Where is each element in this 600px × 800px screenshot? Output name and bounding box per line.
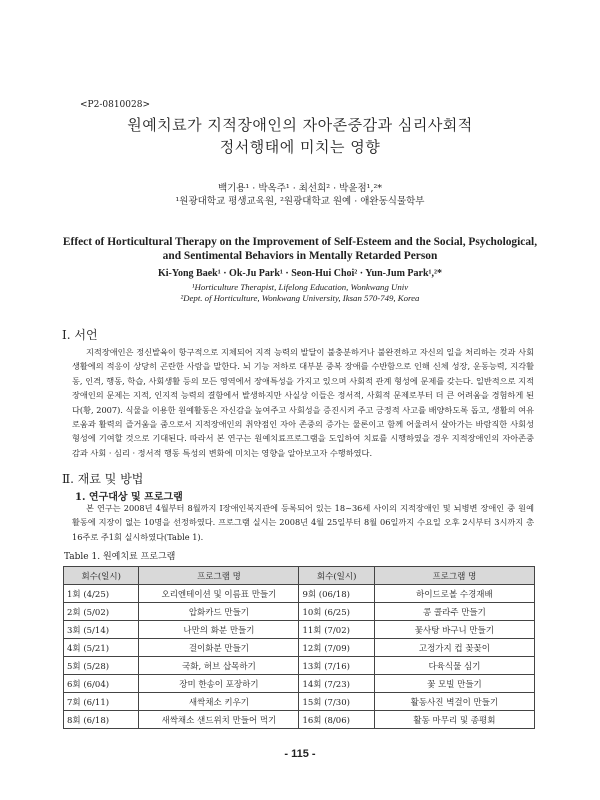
table-row [64, 585, 535, 603]
program-cell: 압화카드 만들기 [139, 603, 299, 621]
program-cell: 오리엔테이션 및 이름표 만들기 [139, 585, 299, 603]
session-cell: 3회 (5/14) [64, 621, 139, 639]
program-cell: 하이드로볼 수경재배 [374, 585, 534, 603]
table-row [64, 693, 535, 711]
session-cell: 10회 (6/25) [299, 603, 374, 621]
section-1-heading: Ⅰ. 서언 [62, 328, 98, 342]
korean-affiliations: ¹원광대학교 평생교육원, ²원광대학교 원예 · 애완동식물학부 [175, 196, 425, 207]
program-cell: 콩 콜라주 만들기 [374, 603, 534, 621]
session-cell: 12회 (7/09) [299, 639, 374, 657]
session-cell: 9회 (06/18) [299, 585, 374, 603]
session-cell: 16회 (8/06) [299, 711, 374, 729]
korean-title-line-1: 원예치료가 지적장애인의 자아존중감과 심리사회적 [127, 116, 473, 134]
table-row [64, 603, 535, 621]
table-caption: Table 1. 원예치료 프로그램 [64, 552, 176, 562]
program-cell: 나만의 화분 만들기 [139, 621, 299, 639]
program-cell: 활동사진 벽걸이 만들기 [374, 693, 534, 711]
program-cell: 새싹채소 샌드위치 만들어 먹기 [139, 711, 299, 729]
program-cell: 걸이화분 만들기 [139, 639, 299, 657]
session-cell: 13회 (7/16) [299, 657, 374, 675]
program-cell: 활동 마무리 및 종평회 [374, 711, 534, 729]
program-cell: 다육식물 심기 [374, 657, 534, 675]
table-row [64, 711, 535, 729]
program-cell: 꽃 모빌 만들기 [374, 675, 534, 693]
session-cell: 8회 (6/18) [64, 711, 139, 729]
subsection-1-paragraph: 본 연구는 2008년 4월부터 8월까지 I장애인복지관에 등록되어 있는 18~36세 사이의 지적장애인 및 뇌병변 장애인 중 원예활동에 지장이 없는 10명을 선정하였다. 프로그램 실시는 2008년 4월 25일부터 8월 06일까지 수요일 오후 2시부터 3시까지 총 16주로 주1회 실시하였다(Table 1). [72, 503, 534, 542]
table-row [64, 657, 535, 675]
session-cell: 7회 (6/11) [64, 693, 139, 711]
korean-authors: 백기용¹ · 박옥주¹ · 최선희² · 박윤점¹,²* [217, 183, 383, 194]
header-session: 회수(일시) [299, 567, 374, 585]
session-cell: 15회 (7/30) [299, 693, 374, 711]
table-row [64, 675, 535, 693]
english-title-line-2: and Sentimental Behaviors in Mentally Retarded Person [162, 250, 438, 262]
session-cell: 5회 (5/28) [64, 657, 139, 675]
program-cell: 꽃사탕 바구니 만들기 [374, 621, 534, 639]
english-title-line-1: Effect of Horticultural Therapy on the Improvement of Self-Esteem and the Social, Psychological, [62, 236, 538, 248]
session-cell: 14회 (7/23) [299, 675, 374, 693]
session-cell: 6회 (6/04) [64, 675, 139, 693]
program-cell: 국화, 허브 삽목하기 [139, 657, 299, 675]
session-cell: 11회 (7/02) [299, 621, 374, 639]
header-session: 회수(일시) [64, 567, 139, 585]
header-program: 프로그램 명 [139, 567, 299, 585]
page-number: - 115 - [284, 748, 316, 760]
table-row [64, 639, 535, 657]
english-affiliation-2: ²Dept. of Horticulture, Wonkwang University, Iksan 570-749, Korea [180, 293, 420, 303]
program-table [63, 566, 535, 729]
paper-code: <P2-0810028> [80, 100, 150, 110]
program-cell: 고정가지 컵 꽂꽂이 [374, 639, 534, 657]
section-1-paragraph: 지적장애인은 정신발육이 항구적으로 지체되어 지적 능력의 발달이 불충분하거나 불완전하고 자신의 일을 처리하는 것과 사회생활에의 적응이 상당히 곤란한 사람을 말한다. 뇌 기능 저하로 대부분 중복 장애를 수반함으로 인해 신체 성장, 운동능력, 지각활동, 인격, 행동, 학습, 사회생활 등의 모든 영역에서 장애특성을 가지고 있으며 사회적 관계 형성에 문제를 갖는다. 일반적으로 지적장애인의 문제는 지적, 인지적 능력의 결함에서 발생하지만 사실상 이들은 정서적, 사회적 문제로부터 더 큰 어려움을 경험하게 된다(황, 2007). 식물을 이용한 원예활동은 자신감을 높여주고 사회성을 증진시켜 주고 긍정적 사고를 배양하도록 돕고, 생활의 여유로움과 활력의 즐거움을 줌으로서 지적장애인의 취약점인 자아 존중의 증가는 물론이고 함께 어울려서 살아가는 바람직한 사회성 형성에 기여할 것으로 기대된다. 따라서 본 연구는 원예치료프로그램을 도입하여 치료를 시행하였을 경우 지적장애인의 자아존중감과 사회 · 심리 · 정서적 행동 특성의 변화에 미치는 영향을 알아보고자 수행하였다. [72, 347, 534, 458]
section-2-heading: Ⅱ. 재료 및 방법 [62, 472, 144, 486]
program-cell: 장미 한송이 포장하기 [139, 675, 299, 693]
session-cell: 1회 (4/25) [64, 585, 139, 603]
english-affiliation-1: ¹Horticulture Therapist, Lifelong Education, Wonkwang Univ [191, 282, 409, 292]
korean-title-line-2: 정서행태에 미치는 영향 [219, 138, 381, 156]
session-cell: 2회 (5/02) [64, 603, 139, 621]
subsection-1-heading: 1. 연구대상 및 프로그램 [75, 492, 183, 503]
table-header-row [64, 567, 535, 585]
session-cell: 4회 (5/21) [64, 639, 139, 657]
program-cell: 새싹채소 키우기 [139, 693, 299, 711]
table-row [64, 621, 535, 639]
english-authors: Ki-Yong Baek¹ · Ok-Ju Park¹ · Seon-Hui Choi² · Yun-Jum Park¹,²* [157, 268, 443, 279]
header-program: 프로그램 명 [374, 567, 534, 585]
